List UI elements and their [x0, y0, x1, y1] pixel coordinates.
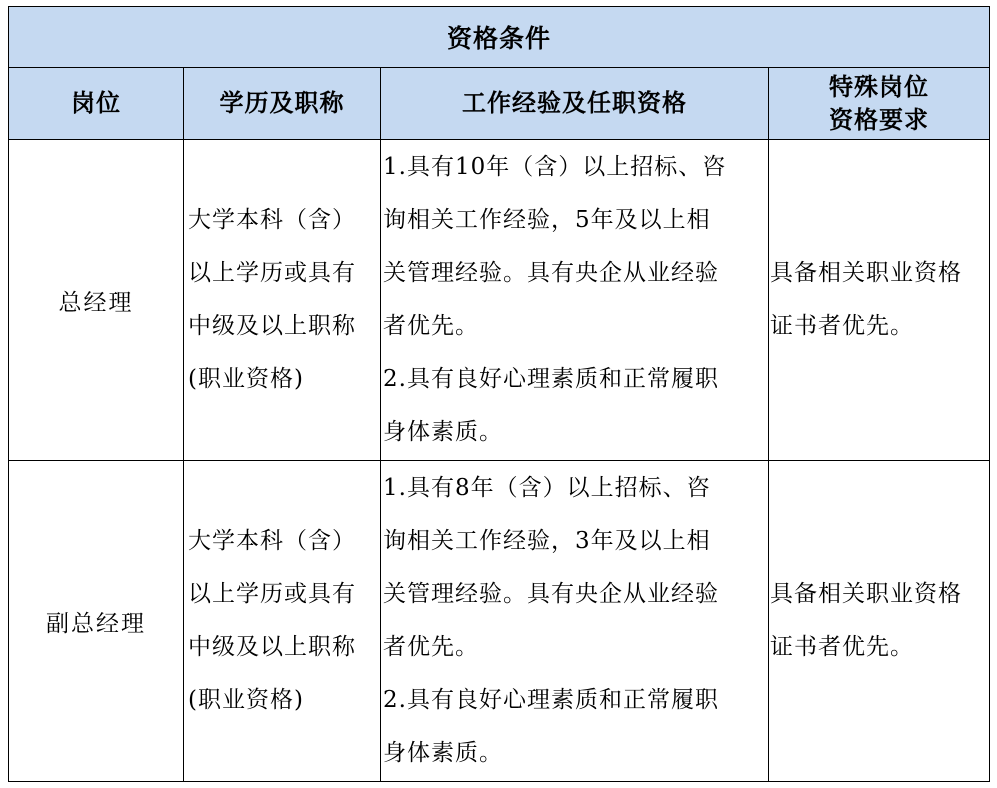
table-row: [9, 461, 990, 782]
special-line: 证书者优先。: [770, 313, 914, 339]
education-line: 中级及以上职称: [188, 634, 356, 660]
experience-line: 关管理经验。具有央企从业经验: [383, 581, 719, 607]
education-line: (职业资格): [188, 687, 304, 713]
header-special-line1: 特殊岗位: [829, 72, 929, 101]
experience-line: 询相关工作经验，5年及以上相: [383, 207, 711, 233]
title-row: [9, 7, 990, 68]
education-line: 以上学历或具有: [188, 260, 356, 286]
experience-cell: [381, 461, 769, 782]
experience-line: 身体素质。: [383, 740, 503, 766]
header-education: 学历及职称: [184, 68, 381, 140]
experience-line: 2.具有良好心理素质和正常履职: [383, 366, 719, 392]
position-cell: 总经理: [9, 140, 184, 461]
experience-line: 2.具有良好心理素质和正常履职: [383, 687, 719, 713]
special-line: 具备相关职业资格: [770, 260, 962, 286]
experience-line: 询相关工作经验，3年及以上相: [383, 528, 711, 554]
special-line: 具备相关职业资格: [770, 581, 962, 607]
experience-line: 者优先。: [383, 313, 479, 339]
experience-cell: [381, 140, 769, 461]
header-position: 岗位: [9, 68, 184, 140]
education-cell: [184, 140, 381, 461]
special-cell: [769, 140, 990, 461]
special-line: 证书者优先。: [770, 634, 914, 660]
special-cell: [769, 461, 990, 782]
experience-line: 身体素质。: [383, 419, 503, 445]
education-line: (职业资格): [188, 366, 304, 392]
experience-line: 1.具有10年（含）以上招标、咨: [383, 154, 727, 180]
experience-line: 1.具有8年（含）以上招标、咨: [383, 475, 711, 501]
qualification-table: [8, 6, 990, 782]
header-row: [9, 68, 990, 140]
education-line: 大学本科（含）: [188, 528, 356, 554]
table-title: 资格条件: [9, 7, 990, 68]
table-row: [9, 140, 990, 461]
experience-line: 关管理经验。具有央企从业经验: [383, 260, 719, 286]
position-cell: 副总经理: [9, 461, 184, 782]
education-line: 大学本科（含）: [188, 207, 356, 233]
experience-line: 者优先。: [383, 634, 479, 660]
education-line: 中级及以上职称: [188, 313, 356, 339]
education-cell: [184, 461, 381, 782]
education-line: 以上学历或具有: [188, 581, 356, 607]
header-experience: 工作经验及任职资格: [381, 68, 769, 140]
header-special-line2: 资格要求: [829, 105, 929, 134]
header-special: [769, 68, 990, 140]
